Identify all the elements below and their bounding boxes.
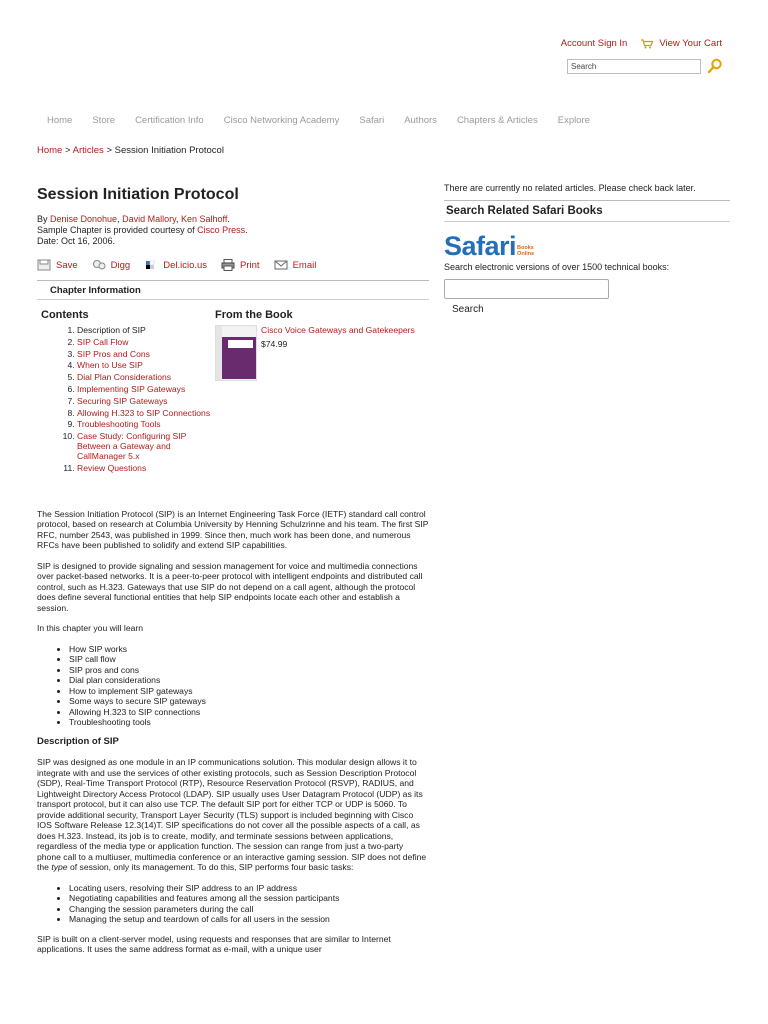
nav-certification-info[interactable]: Certification Info bbox=[135, 115, 204, 126]
safari-logo-sub: Books Online bbox=[517, 244, 535, 257]
list-item: • Dial plan considerations bbox=[69, 675, 429, 686]
contents-item[interactable] bbox=[77, 372, 215, 382]
breadcrumb-current: Session Initiation Protocol bbox=[114, 145, 224, 156]
body-paragraph: The Session Initiation Protocol (SIP) is an Internet Engineering Task Force (IETF) standard call control protocol, based on research at Columbia University by Henning Schulzrinne and his team. The first SIP RFC, number 2543, was published in 1999. Since then, much work has been done, and numerous RFCs have been published to solidify and extend SIP capabilities. bbox=[37, 508, 429, 551]
list-item: • Locating users, resolving their SIP address to an IP address bbox=[69, 883, 429, 894]
main-nav bbox=[47, 115, 590, 126]
list-item: • How SIP works bbox=[69, 644, 429, 655]
contents-row bbox=[37, 309, 429, 475]
list-item: • SIP pros and cons bbox=[69, 665, 429, 676]
list-item: • How to implement SIP gateways bbox=[69, 686, 429, 697]
search-icon[interactable] bbox=[707, 58, 723, 74]
digg-icon bbox=[92, 259, 106, 271]
tasks-list bbox=[37, 883, 429, 925]
contents-item[interactable] bbox=[77, 431, 215, 461]
contents-link[interactable]: Implementing SIP Gateways bbox=[77, 383, 186, 394]
by-label: By bbox=[37, 214, 51, 224]
contents-link[interactable]: Dial Plan Considerations bbox=[77, 372, 172, 383]
sidebar bbox=[444, 183, 730, 315]
book-card bbox=[215, 325, 425, 381]
chapter-information-header: Chapter Information bbox=[37, 280, 429, 300]
list-item: • SIP call flow bbox=[69, 654, 429, 665]
breadcrumb-articles[interactable]: Articles bbox=[72, 145, 104, 156]
article-byline: By Denise Donohue, David Mallory, Ken Salhoff. Sample Chapter is provided courtesy of Cisco Press. Date: Oct 16, 2006. bbox=[37, 214, 248, 246]
print-icon bbox=[221, 259, 235, 271]
author-link[interactable]: Denise Donohue bbox=[50, 214, 118, 224]
contents-link[interactable]: SIP Pros and Cons bbox=[77, 348, 150, 359]
nav-home[interactable]: Home bbox=[47, 115, 73, 126]
digg-label: Digg bbox=[110, 259, 131, 271]
contents-link[interactable]: Securing SIP Gateways bbox=[77, 395, 168, 406]
account-sign-in-link[interactable]: Account Sign In bbox=[560, 38, 628, 49]
contents-item[interactable] bbox=[77, 384, 215, 394]
nav-cisco-networking-academy[interactable]: Cisco Networking Academy bbox=[223, 115, 340, 126]
save-icon bbox=[37, 259, 51, 271]
contents-list bbox=[41, 325, 215, 473]
section-heading: Description of SIP bbox=[37, 735, 119, 747]
delicious-icon bbox=[144, 259, 158, 271]
book-cover-image[interactable] bbox=[215, 325, 257, 381]
body-text: of session, only its management. To do this, SIP performs four basic tasks: bbox=[67, 862, 354, 873]
contents-item[interactable] bbox=[77, 360, 215, 370]
nav-safari[interactable]: Safari bbox=[359, 115, 385, 126]
emphasis-text: type bbox=[51, 862, 68, 873]
email-icon bbox=[274, 259, 288, 271]
publisher-link[interactable]: Cisco Press bbox=[197, 225, 246, 235]
safari-logo bbox=[444, 228, 730, 260]
from-the-book bbox=[215, 309, 425, 475]
contents-heading: Contents bbox=[41, 309, 89, 321]
contents-link[interactable]: When to Use SIP bbox=[77, 360, 143, 371]
list-item: • Allowing H.323 to SIP connections bbox=[69, 707, 429, 718]
nav-explore[interactable]: Explore bbox=[557, 115, 590, 126]
article-body bbox=[37, 509, 429, 955]
list-item: • Some ways to secure SIP gateways bbox=[69, 696, 429, 707]
breadcrumb-home[interactable]: Home bbox=[37, 145, 63, 156]
contents-link[interactable]: Troubleshooting Tools bbox=[77, 419, 161, 430]
top-bar bbox=[561, 38, 722, 49]
cart-icon bbox=[641, 39, 653, 49]
contents-item[interactable] bbox=[77, 419, 215, 429]
contents-link[interactable]: Allowing H.323 to SIP Connections bbox=[77, 407, 211, 418]
page-title: Session Initiation Protocol bbox=[37, 186, 239, 203]
email-button[interactable] bbox=[274, 259, 317, 271]
print-button[interactable] bbox=[221, 259, 260, 271]
view-cart-link[interactable] bbox=[641, 38, 722, 49]
body-paragraph bbox=[37, 757, 429, 873]
share-actions bbox=[37, 259, 429, 271]
delicious-button[interactable] bbox=[144, 259, 207, 271]
learn-list bbox=[37, 644, 429, 728]
contents-link[interactable]: Case Study: Configuring SIP Between a Gateway and CallManager 5.x bbox=[77, 431, 187, 462]
print-label: Print bbox=[240, 259, 260, 271]
contents-item[interactable] bbox=[77, 396, 215, 406]
from-the-book-heading: From the Book bbox=[215, 309, 293, 321]
site-search bbox=[567, 58, 723, 74]
contents-box bbox=[37, 309, 215, 475]
email-label: Email bbox=[292, 259, 317, 271]
body-paragraph: SIP is built on a client-server model, using requests and responses that are similar to Internet applications. It uses the same address format as e-mail, with a unique user bbox=[37, 933, 391, 955]
article-main bbox=[37, 186, 429, 965]
list-item: • Negotiating capabilities and features among all the session participants bbox=[69, 893, 429, 904]
list-item: • Changing the session parameters during the call bbox=[69, 904, 429, 915]
nav-authors[interactable]: Authors bbox=[404, 115, 437, 126]
breadcrumb-separator: > bbox=[62, 145, 73, 156]
delicious-label: Del.icio.us bbox=[163, 259, 208, 271]
contents-item[interactable] bbox=[77, 337, 215, 347]
contents-item[interactable] bbox=[77, 408, 215, 418]
contents-item[interactable] bbox=[77, 349, 215, 359]
body-text: SIP was designed as one module in an IP communications solution. This modular design allows it to integrate with and use the services of other existing protocols, such as Session Description Protocol (SDP), Real-Time Transport Protocol (RTP), Resource Reservation Protocol (RSVP), RADIUS, and Lightweight Directory Access Protocol (LDAP). SIP usually uses User Datagram Protocol (UDP) as its transport protocol, but it can also use TCP. The default SIP port for either TCP or UDP is 5060. To provide additional security, Transport Layer Security (TLS) support is included beginning with Cisco IOS Software Release 12.3(14)T. SIP specifications do not cover all the possible aspects of a call, as does H.323. Instead, its job is to create, modify, and terminate sessions between applications, regardless of the media type or application function. The session can range from just a two-party phone call to a multiuser, multimedia conference or an interactive gaming session. SIP does not define the bbox=[37, 757, 427, 873]
search-input[interactable] bbox=[567, 59, 701, 74]
article-date: Date: Oct 16, 2006. bbox=[37, 236, 116, 246]
book-info bbox=[261, 325, 415, 381]
body-paragraph: SIP is designed to provide signaling and session management for voice and multimedia connections over packet-based networks. It is a peer-to-peer protocol with intelligent endpoints and distributed call control, such as H.323. Gateways that use SIP do not depend on a call agent, although the protocol does define several functional entities that help SIP endpoints locate each other and establish a session. bbox=[37, 560, 423, 613]
safari-description: Search electronic versions of over 1500 technical books: bbox=[444, 261, 670, 272]
breadcrumb bbox=[37, 145, 224, 156]
sample-chapter-note: Sample Chapter is provided courtesy of bbox=[37, 225, 198, 235]
list-item: • Managing the setup and teardown of calls for all users in the session bbox=[69, 914, 429, 925]
safari-search-input[interactable] bbox=[444, 279, 609, 299]
safari-search-button[interactable]: Search bbox=[452, 303, 484, 315]
book-title-link[interactable]: Cisco Voice Gateways and Gatekeepers bbox=[261, 325, 415, 335]
list-item: • Troubleshooting tools bbox=[69, 717, 429, 728]
nav-store[interactable]: Store bbox=[92, 115, 116, 126]
safari-search-heading: Search Related Safari Books bbox=[444, 200, 730, 222]
contents-item: 1. Description of SIP bbox=[77, 325, 215, 335]
digg-button[interactable] bbox=[92, 259, 131, 271]
save-label: Save bbox=[56, 259, 78, 271]
contents-item[interactable] bbox=[77, 463, 215, 473]
breadcrumb-separator: > bbox=[103, 145, 115, 156]
contents-link[interactable]: Review Questions bbox=[77, 462, 147, 473]
nav-chapters-articles[interactable]: Chapters & Articles bbox=[456, 115, 538, 126]
book-price: $74.99 bbox=[261, 339, 288, 349]
safari-logo-word: Safari bbox=[444, 230, 517, 261]
author-link[interactable]: Ken Salhoff bbox=[180, 214, 228, 224]
no-related-articles-note: There are currently no related articles. Please check back later. bbox=[444, 183, 696, 193]
contents-link[interactable]: SIP Call Flow bbox=[77, 336, 129, 347]
author-link[interactable]: David Mallory bbox=[122, 214, 176, 224]
save-button[interactable] bbox=[37, 259, 78, 271]
view-cart-label: View Your Cart bbox=[659, 38, 722, 49]
body-paragraph: In this chapter you will learn bbox=[37, 623, 144, 634]
